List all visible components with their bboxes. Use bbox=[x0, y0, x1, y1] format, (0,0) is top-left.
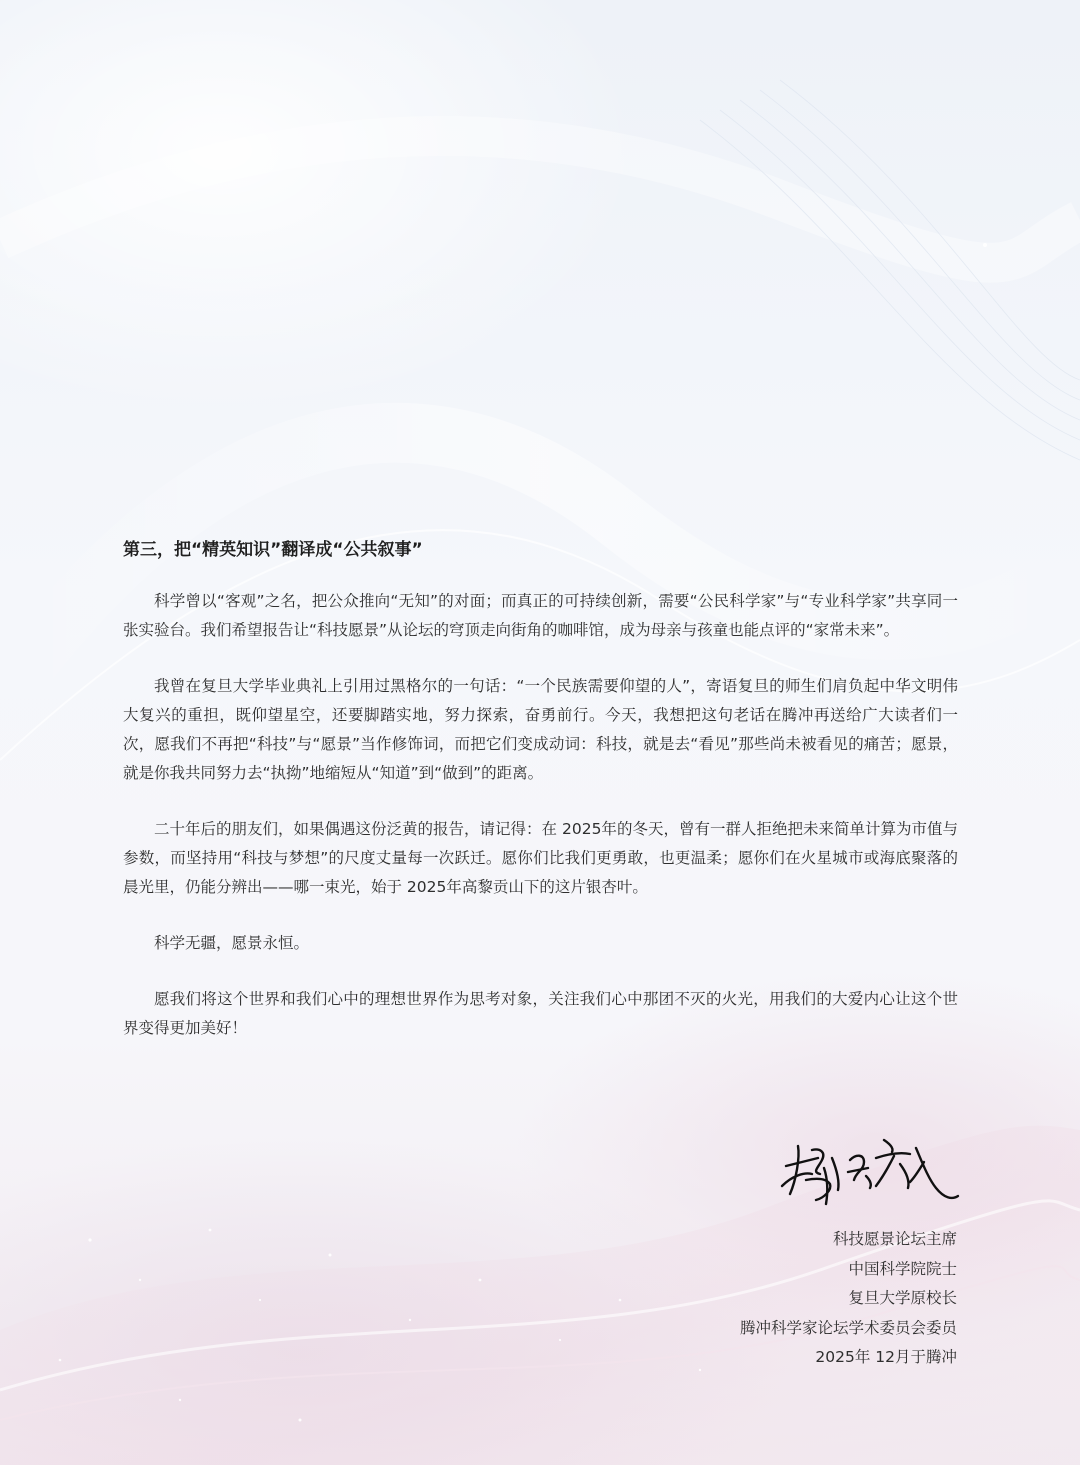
title-cas-academician: 中国科学院院士 bbox=[848, 1259, 957, 1278]
signature-titles bbox=[740, 1225, 957, 1373]
paragraph-1: 科学曾以“客观”之名，把公众推向“无知”的对面；而真正的可持续创新，需要“公民科学家”与“专业科学家”共享同一张实验台。我们希望报告让“科技愿景”从论坛的穹顶走向街角的咖啡馆，成为母亲与孩童也能点评的“家常未来”。 bbox=[123, 592, 958, 639]
section-heading: 第三，把“精英知识”翻译成“公共叙事” bbox=[123, 540, 423, 560]
paragraph-5: 愿我们将这个世界和我们心中的理想世界作为思考对象，关注我们心中那团不灭的火光，用我们的大爱内心让这个世界变得更加美好！ bbox=[123, 990, 958, 1037]
handwritten-signature bbox=[776, 1128, 961, 1208]
paragraph-3: 二十年后的朋友们，如果偶遇这份泛黄的报告，请记得：在 2025年的冬天，曾有一群人拒绝把未来简单计算为市值与参数，而坚持用“科技与梦想”的尺度丈量每一次跃迁。愿你们比我们更勇敢，也更温柔；愿你们在火星城市或海底聚落的晨光里，仍能分辨出——哪一束光，始于 2025年高黎贡山下的这片银杏叶。 bbox=[123, 820, 958, 896]
title-forum-chair: 科技愿景论坛主席 bbox=[832, 1230, 957, 1248]
paragraph-2: 我曾在复旦大学毕业典礼上引用过黑格尔的一句话：“一个民族需要仰望的人”，寄语复旦的师生们肩负起中华文明伟大复兴的重担，既仰望星空，还要脚踏实地，努力探索，奋勇前行。今天，我想把这句老话在腾冲再送给广大读者们一次，愿我们不再把“科技”与“愿景”当作修饰词，而把它们变成动词：科技，就是去“看见”那些尚未被看见的痛苦；愿景，就是你我共同努力去“执拗”地缩短从“知道”到“做到”的距离。 bbox=[123, 677, 958, 782]
date-place: 2025年 12月于腾冲 bbox=[815, 1348, 957, 1366]
paragraph-4: 科学无疆，愿景永恒。 bbox=[154, 934, 310, 952]
letter-body bbox=[123, 537, 958, 1070]
title-committee-member: 腾冲科学家论坛学术委员会委员 bbox=[739, 1318, 957, 1337]
title-former-president: 复旦大学原校长 bbox=[848, 1289, 957, 1307]
